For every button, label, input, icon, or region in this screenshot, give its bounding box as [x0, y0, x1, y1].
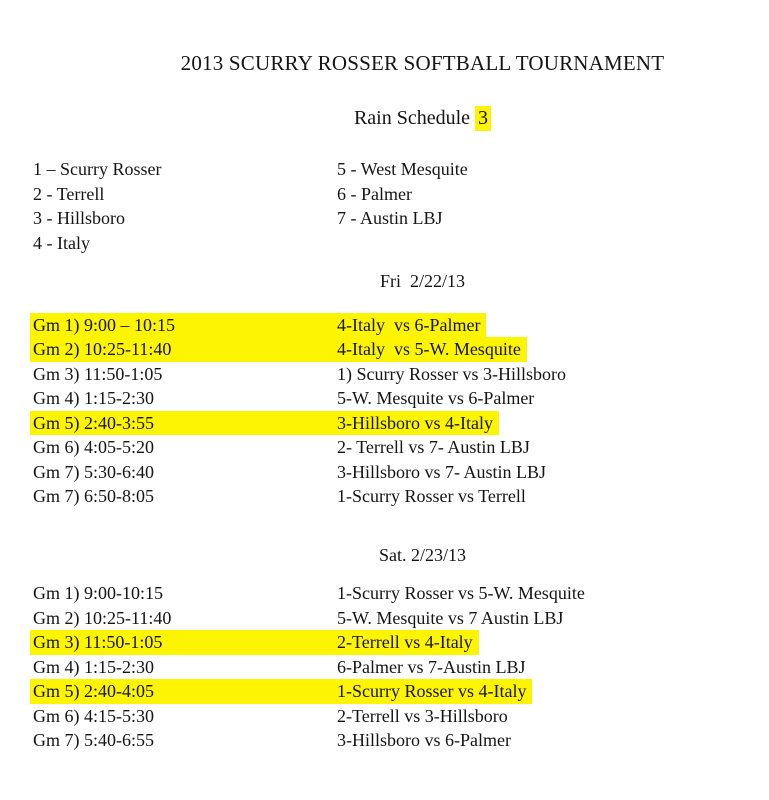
game-slot: Gm 3) 11:50-1:05	[33, 363, 163, 384]
schedule-row	[0, 337, 769, 362]
team-item: 6 - Palmer	[337, 183, 412, 204]
game-slot: Gm 1) 9:00-10:15	[33, 583, 163, 603]
game-slot: Gm 2) 10:25-11:40	[33, 607, 172, 628]
game-slot: Gm 7) 6:50-8:05	[33, 486, 154, 506]
schedule-row	[0, 362, 769, 387]
game-match: 4-Italy vs 5-W. Mesquite	[337, 339, 521, 359]
subtitle-text: Rain Schedule	[353, 107, 476, 129]
schedule-row	[0, 484, 769, 509]
schedule-row	[0, 581, 769, 606]
team-item: 3 - Hillsboro	[33, 208, 125, 228]
schedule-row	[0, 460, 769, 485]
game-match: 1) Scurry Rosser vs 3-Hillsboro	[337, 363, 566, 384]
friday-schedule	[0, 313, 769, 509]
game-slot: Gm 4) 1:15-2:30	[33, 656, 154, 677]
schedule-row	[0, 679, 769, 704]
schedule-row	[0, 411, 769, 436]
game-slot: Gm 7) 5:30-6:40	[33, 461, 154, 482]
schedule-row	[0, 313, 769, 338]
game-slot: Gm 1) 9:00 – 10:15	[33, 314, 175, 335]
subtitle-highlighted-number: 3	[475, 106, 491, 131]
game-match: 5-W. Mesquite vs 7 Austin LBJ	[337, 607, 564, 628]
day-header-friday: Fri 2/22/13	[379, 271, 465, 291]
saturday-schedule	[0, 581, 769, 753]
schedule-row	[0, 728, 769, 753]
game-match: 2-Terrell vs 4-Italy	[337, 632, 473, 652]
game-match: 1-Scurry Rosser vs 5-W. Mesquite	[337, 583, 585, 603]
team-item: 1 – Scurry Rosser	[33, 159, 162, 179]
game-match: 2-Terrell vs 3-Hillsboro	[337, 705, 508, 726]
game-slot: Gm 3) 11:50-1:05	[33, 632, 163, 652]
schedule-row	[0, 386, 769, 411]
game-match: 3-Hillsboro vs 4-Italy	[337, 412, 493, 433]
team-item: 7 - Austin LBJ	[337, 208, 443, 228]
schedule-row	[0, 606, 769, 631]
game-slot: Gm 6) 4:05-5:20	[33, 437, 154, 457]
schedule-row	[0, 655, 769, 680]
team-item: 2 - Terrell	[33, 183, 105, 204]
page-title: 2013 SCURRY ROSSER SOFTBALL TOURNAMENT	[180, 51, 665, 75]
game-slot: Gm 6) 4:15-5:30	[33, 705, 154, 726]
game-match: 5-W. Mesquite vs 6-Palmer	[337, 388, 535, 408]
schedule-row	[0, 704, 769, 729]
schedule-row	[0, 630, 769, 655]
schedule-row	[0, 435, 769, 460]
game-slot: Gm 4) 1:15-2:30	[33, 388, 154, 408]
game-match: 6-Palmer vs 7-Austin LBJ	[337, 656, 526, 677]
team-item: 4 - Italy	[33, 232, 90, 253]
subtitle	[76, 105, 769, 131]
game-match: 1-Scurry Rosser vs 4-Italy	[337, 681, 527, 701]
game-slot: Gm 5) 2:40-4:05	[33, 681, 154, 701]
game-slot: Gm 2) 10:25-11:40	[33, 339, 172, 359]
team-legend	[0, 157, 769, 255]
game-match: 3-Hillsboro vs 7- Austin LBJ	[337, 461, 547, 482]
game-match: 1-Scurry Rosser vs Terrell	[337, 486, 526, 506]
day-header-saturday: Sat. 2/23/13	[378, 544, 466, 565]
game-match: 3-Hillsboro vs 6-Palmer	[337, 730, 511, 750]
game-match: 2- Terrell vs 7- Austin LBJ	[337, 437, 530, 457]
game-slot: Gm 5) 2:40-3:55	[33, 412, 154, 433]
team-legend-left-column	[33, 157, 337, 255]
team-legend-right-column	[337, 157, 717, 255]
game-slot: Gm 7) 5:40-6:55	[33, 730, 154, 750]
game-match: 4-Italy vs 6-Palmer	[337, 314, 481, 335]
team-item: 5 - West Mesquite	[337, 159, 468, 179]
